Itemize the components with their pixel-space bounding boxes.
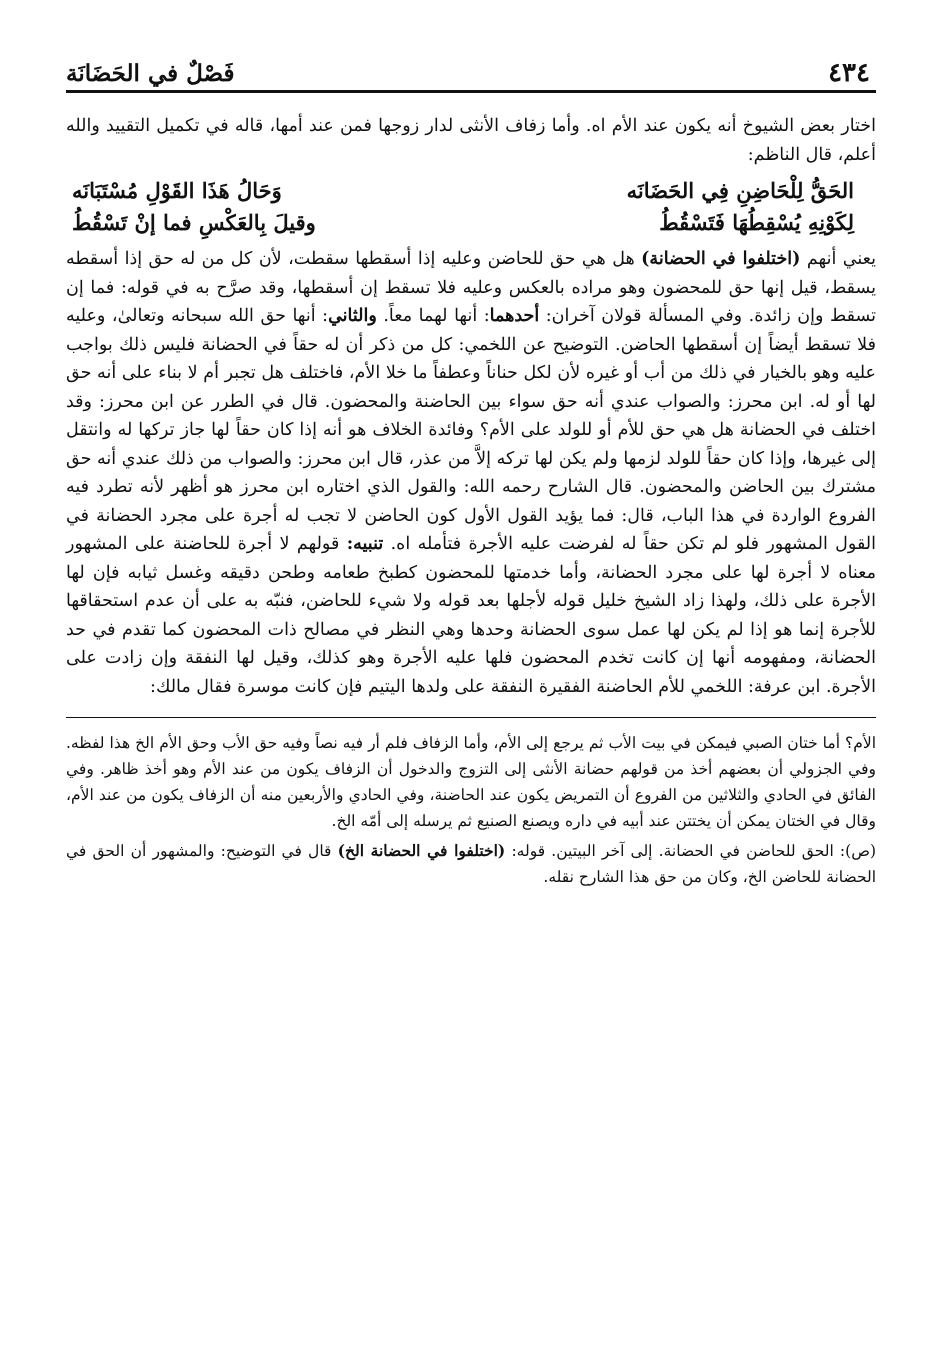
verse-line-2 [72, 207, 854, 239]
footnote-divider [66, 717, 876, 718]
bold-term: والثاني [328, 306, 377, 326]
verse-hemistich: وَحَالُ هَذَا القَوْلِ مُسْتَبَانَه [72, 178, 282, 203]
text-run: : أنها لهما معاً. [376, 306, 490, 326]
page-header [66, 50, 876, 96]
footnotes [66, 730, 876, 890]
bold-term: تنبيه: [346, 534, 384, 554]
footnote-2 [66, 838, 876, 890]
verse-block [72, 175, 854, 239]
verse-hemistich: وقيلَ بِالعَكْسِ فما إنْ تَسْقُطُ [72, 210, 316, 235]
text-run: قولهم لا أجرة للحاضنة على المشهور معناه لا أجرة لها على مجرد الحضانة، وأما خدمتها للمحضون كطبخ طعامه وطحن دقيقه وغسل ثيابه فإن لها الأجرة على ذلك، ولهذا زاد الشيخ خليل قوله لأجلها بعد قوله ولا شيء للحاضن، فنبّه به على أن عدم استحقاقها للأجرة إنما هو إذا لم يكن لها عمل سوى الحضانة وحدها وهي النظر في مصالح ذات المحضون كما تقدم في حد الحضانة، ومفهومه أنها إن كانت تخدم المحضون فلها عليه الأجرة وهو كذلك، وقيل لها النفقة وإن زادت على الأجرة. ابن عرفة: اللخمي للأم الحاضنة الفقيرة النفقة على ولدها اليتيم فإن كانت موسرة فقال مالك: [66, 534, 876, 697]
text-run: : أنها حق الله سبحانه وتعالىٰ، وعليه فلا تسقط أيضاً إن أسقطها الحاضن. التوضيح عن اللخمي: كل من ذكر أن له حقاً في الحضانة فليس ذلك بواجب عليه وهو بالخيار في ذلك من أب أو غيره لأن لكل حناناً وعطفاً ما خلا الأم، فاختلف هل تجبر أم لا بناء على أنه حق لها أو له. ابن محرز: والصواب عندي أنه حق سواء بين الحاضنة والمحضون. قال في الطرر عن ابن محرز: وقد اختلف في الحضانة هل هي حق للأم أو للولد على الأم؟ وفائدة الخلاف هو أنه إذا كان حقاً لها جاز تركها له وانتقل إلى غيرها، وإذا كان حقاً للولد لزمها ولم يكن لها تركه إلاَّ من عذر، قال ابن محرز: والصواب من ذلك عندي أنه حق مشترك بين الحاضن والمحضون. قال الشارح رحمه الله: والقول الذي اختاره ابن محرز هو أظهر لأنه تطرد فيه الفروع الواردة في هذا الباب، قال: فما يؤيد القول الأول كون الحاضن لا تجب له أجرة على مجرد الحضانة في القول المشهور فلو لم تكن حقاً له لفرضت عليه الأجرة فتأمله اه. [66, 306, 876, 554]
page-number: ٤٣٤ [828, 58, 870, 88]
footnote-1: الأم؟ أما ختان الصبي فيمكن في بيت الأب ثم يرجع إلى الأم، وأما الزفاف فلم أر فيه نصاً وفيه حق الأب وحق الأم الخ هذا لفظه. وفي الجزولي أن بعضهم أخذ من قولهم حضانة الأنثى إلى التزوج والدخول أن الزفاف يكون من عند الأم وهو أخذ ظاهر. وفي الفائق في الحادي والثلاثين من الفروع أن التمريض يكون عند الحاضنة، وفي الحادي والأربعين منه أن الزفاف يكون من عند الأم، وقال في الختان يمكن أن يختتن عند أبيه في داره ويصنع الصنيع ثم يرسله إلى أمّه الخ. [66, 734, 876, 830]
verse-hemistich: الحَقُّ لِلْحَاضِنِ فِي الحَضَانَه [626, 178, 854, 203]
main-text [66, 112, 876, 701]
intro-paragraph: اختار بعض الشيوخ أنه يكون عند الأم اه. وأما زفاف الأنثى لدار زوجها فمن عند أمها، قاله في تكميل التقييد والله أعلم، قال الناظم: [66, 116, 876, 165]
text-run: قال في التوضيح: والمشهور أن الحق في الحضانة للحاضن الخ، وكان من حق هذا الشارح نقله. [66, 842, 876, 886]
header-rule [66, 90, 876, 93]
text-run: هل هي حق للحاضن وعليه إذا أسقطها سقطت، لأن كل من له حق إذا أسقطه يسقط، قيل إنها حق للمحضون وهو مراده بالعكس وعليه فلا تسقط إن أسقطها، وقد صرَّح به في قوله: فما إن تسقط وإن زائدة. وفي المسألة قولان آخران: [66, 249, 876, 326]
book-page [66, 50, 876, 894]
bold-term: أحدهما [489, 306, 540, 326]
running-title: فَصْلٌ في الحَضَانَة [66, 60, 235, 87]
bold-quote: (اختلفوا في الحضانة) [641, 249, 801, 269]
verse-line-1 [72, 175, 854, 207]
text-run: يعني أنهم [800, 249, 876, 269]
commentary-paragraph [66, 245, 876, 701]
verse-hemistich: لِكَوْنِهِ يُسْقِطُهَا فَتَسْقُطُ [659, 210, 854, 235]
text-run: (ص): الحق للحاضن في الحضانة. إلى آخر البيتين. قوله: [505, 842, 876, 860]
bold-quote: (اختلفوا في الحضانة الخ) [337, 841, 506, 860]
